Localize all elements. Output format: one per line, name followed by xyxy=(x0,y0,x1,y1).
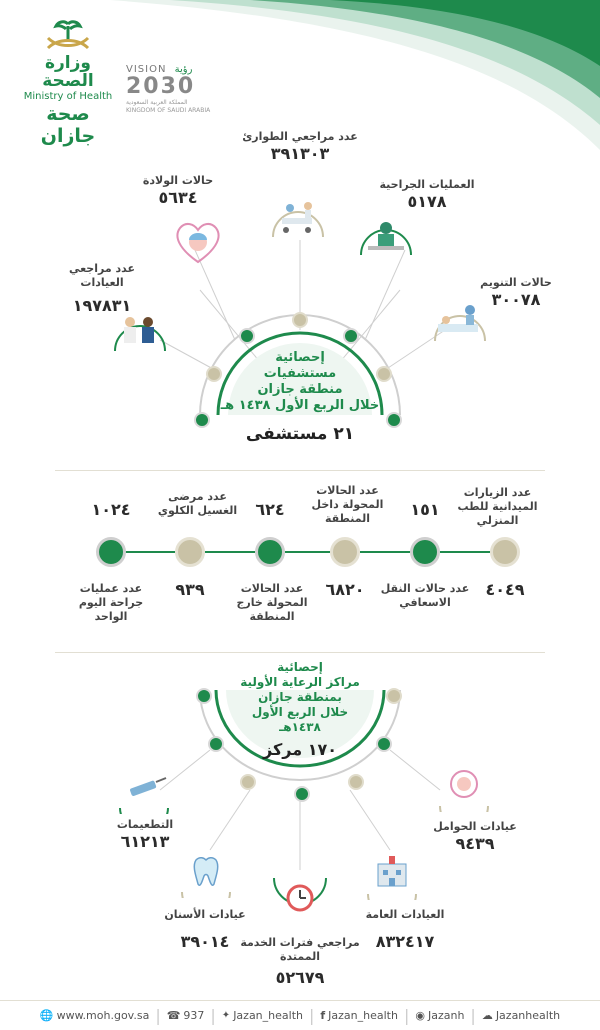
footer-instagram-text: Jazanh xyxy=(427,1009,465,1022)
facebook-icon: f xyxy=(320,1009,326,1022)
clinic-icon xyxy=(110,306,166,356)
vision-label-ar: رؤية xyxy=(174,64,193,75)
tooth-icon xyxy=(178,848,234,898)
stat-er-visitors xyxy=(240,130,360,163)
footer-snapchat[interactable] xyxy=(482,1009,560,1022)
phone-icon: ☎ xyxy=(166,1009,181,1022)
footer xyxy=(0,1000,600,1030)
timeline-label-home-visits: عدد الزيارات الميدانية للطب المنزلي xyxy=(457,486,538,527)
stat-label: العمليات الجراحية xyxy=(379,178,475,191)
timeline-label-dialysis: عدد مرضى الغسيل الكلوي xyxy=(157,490,238,517)
timeline-label-referred-in: عدد الحالات المحولة داخل المنطقة xyxy=(311,484,384,525)
primary-title-line: بمنطقة جازان xyxy=(258,690,342,704)
stat-value: ٣٠٠٧٨ xyxy=(491,290,541,309)
stat-label: العيادات العامة xyxy=(365,908,445,921)
hospital-node-1 xyxy=(194,412,210,428)
footer-separator: | xyxy=(210,1006,216,1025)
section-divider-2 xyxy=(55,652,545,653)
timeline-connector xyxy=(205,551,255,553)
hospitals-title-line: مستشفيات xyxy=(263,366,337,381)
timeline-label-referred-out: عدد الحالات المحولة خارج المنطقة xyxy=(236,582,308,623)
primary-node-5 xyxy=(348,774,364,790)
timeline-value-one-day-surgery: ١٠٢٤ xyxy=(91,500,131,519)
hospital-node-3 xyxy=(239,328,255,344)
ministry-logo xyxy=(22,20,114,147)
footer-separator: | xyxy=(155,1006,161,1025)
surgery-icon xyxy=(356,210,412,260)
stat-pregnancy-clinics xyxy=(420,820,530,853)
stat-value: ٥٦٣٤ xyxy=(158,188,198,207)
pregnancy-icon xyxy=(436,762,492,812)
timeline-connector xyxy=(440,551,490,553)
stat-value: ٣٩٠١٤ xyxy=(180,932,230,951)
stat-label: التطعيمات xyxy=(116,818,174,831)
primary-care-count: ١٧٠ مركز xyxy=(263,740,337,759)
hospital-node-5 xyxy=(343,328,359,344)
stat-value: ٥٢٦٧٩ xyxy=(275,968,325,987)
stat-label: عدد مراجعي العيادات xyxy=(68,262,136,289)
section-divider-1 xyxy=(55,470,545,471)
ministry-name-ar: وزارة الصحة xyxy=(42,53,94,91)
snapchat-icon: ☁ xyxy=(481,1009,493,1022)
hospitals-count: ٢١ مستشفى xyxy=(245,424,355,444)
footer-phone-text: 937 xyxy=(183,1009,205,1022)
timeline-node-home-visits xyxy=(490,537,520,567)
clock-icon xyxy=(270,872,326,922)
footer-separator: | xyxy=(470,1006,476,1025)
hospitals-title-line: خلال الربع الأول ١٤٣٨ هـ xyxy=(220,398,380,413)
stat-label: عيادات الأسنان xyxy=(164,908,246,921)
timeline-connector xyxy=(285,551,330,553)
timeline-node-ambulance xyxy=(410,537,440,567)
footer-instagram[interactable] xyxy=(415,1009,464,1022)
hospital-node-4 xyxy=(292,312,308,328)
ministry-name-en: Ministry of Health xyxy=(23,91,113,102)
timeline-connector xyxy=(360,551,410,553)
syringe-icon xyxy=(116,768,172,818)
timeline-label-ambulance: عدد حالات النقل الاسعافي xyxy=(380,582,470,609)
stat-value: ٣٩١٣٠٣ xyxy=(270,144,330,163)
footer-snapchat-text: Jazanhealth xyxy=(495,1009,561,1022)
footer-twitter[interactable] xyxy=(222,1009,303,1022)
stat-label: حالات التنويم xyxy=(480,276,552,289)
footer-website[interactable] xyxy=(40,1009,149,1022)
globe-icon: 🌐 xyxy=(39,1009,54,1022)
primary-care-title xyxy=(205,660,395,735)
hospitals-title-line: منطقة جازان xyxy=(257,382,343,397)
stat-label: حالات الولادة xyxy=(142,174,214,187)
bed-icon xyxy=(430,296,486,346)
timeline-node-referred-in xyxy=(330,537,360,567)
footer-website-text: www.moh.gov.sa xyxy=(56,1009,150,1022)
timeline-node-one-day-surgery xyxy=(96,537,126,567)
timeline-value-home-visits: ٤٠٤٩ xyxy=(485,580,525,599)
footer-facebook-text: Jazan_health xyxy=(328,1009,398,1022)
stat-value: ١٩٧٨٣١ xyxy=(72,296,132,315)
primary-title-line: ١٤٣٨هـ xyxy=(279,720,321,734)
twitter-icon: ✦ xyxy=(221,1010,231,1021)
instagram-icon: ◉ xyxy=(415,1009,425,1022)
vision-2030-logo xyxy=(126,64,216,120)
stat-value: ٩٤٣٩ xyxy=(455,834,495,853)
primary-node-4 xyxy=(294,786,310,802)
emergency-icon xyxy=(268,192,324,242)
region-name-ar: صحة جازان xyxy=(40,103,96,147)
timeline-label-one-day-surgery: عدد عمليات جراحة اليوم الواحد xyxy=(78,582,144,623)
stat-surgeries xyxy=(372,178,482,211)
kingdom-en: KINGDOM OF SAUDI ARABIA xyxy=(126,107,211,114)
footer-facebook[interactable] xyxy=(320,1009,398,1022)
stat-births xyxy=(128,174,228,207)
timeline-value-ambulance: ١٥١ xyxy=(410,500,440,519)
primary-title-line: مراكز الرعاية الأولية xyxy=(240,675,360,689)
stat-value: ٥١٧٨ xyxy=(407,192,447,211)
footer-separator: | xyxy=(403,1006,410,1025)
hospitals-title xyxy=(205,350,395,414)
footer-twitter-text: Jazan_health xyxy=(233,1009,303,1022)
stat-extended-service xyxy=(240,936,360,987)
timeline-value-referred-in: ٦٨٢٠ xyxy=(325,580,365,599)
palm-swords-icon xyxy=(38,20,98,54)
kingdom-ar: المملكة العربية السعودية xyxy=(126,99,188,106)
stat-general-clinics xyxy=(350,908,460,951)
timeline-node-dialysis xyxy=(175,537,205,567)
stat-vaccinations xyxy=(90,818,200,851)
stat-label: عيادات الحوامل xyxy=(433,820,517,833)
stat-label: مراجعي فترات الخدمة الممتدة xyxy=(240,936,360,963)
primary-node-3 xyxy=(240,774,256,790)
baby-icon xyxy=(170,216,226,266)
primary-title-line: إحصائية xyxy=(277,660,323,674)
hospitals-title-line: إحصائية xyxy=(275,350,325,365)
hospital-building-icon xyxy=(364,850,420,900)
stat-value: ٦١٢١٣ xyxy=(120,832,170,851)
timeline-value-referred-out: ٦٢٤ xyxy=(255,500,285,519)
footer-separator: | xyxy=(308,1006,315,1025)
timeline-connector xyxy=(125,551,175,553)
timeline-value-dialysis: ٩٣٩ xyxy=(175,580,205,599)
stat-label: عدد مراجعي الطوارئ xyxy=(242,130,358,143)
vision-year: 2030 xyxy=(126,74,196,99)
primary-title-line: خلال الربع الأول xyxy=(251,705,349,719)
timeline-node-referred-out xyxy=(255,537,285,567)
vision-label: VISION xyxy=(126,64,167,75)
stat-value: ٨٣٢٤١٧ xyxy=(375,932,435,951)
footer-phone[interactable] xyxy=(167,1009,205,1022)
